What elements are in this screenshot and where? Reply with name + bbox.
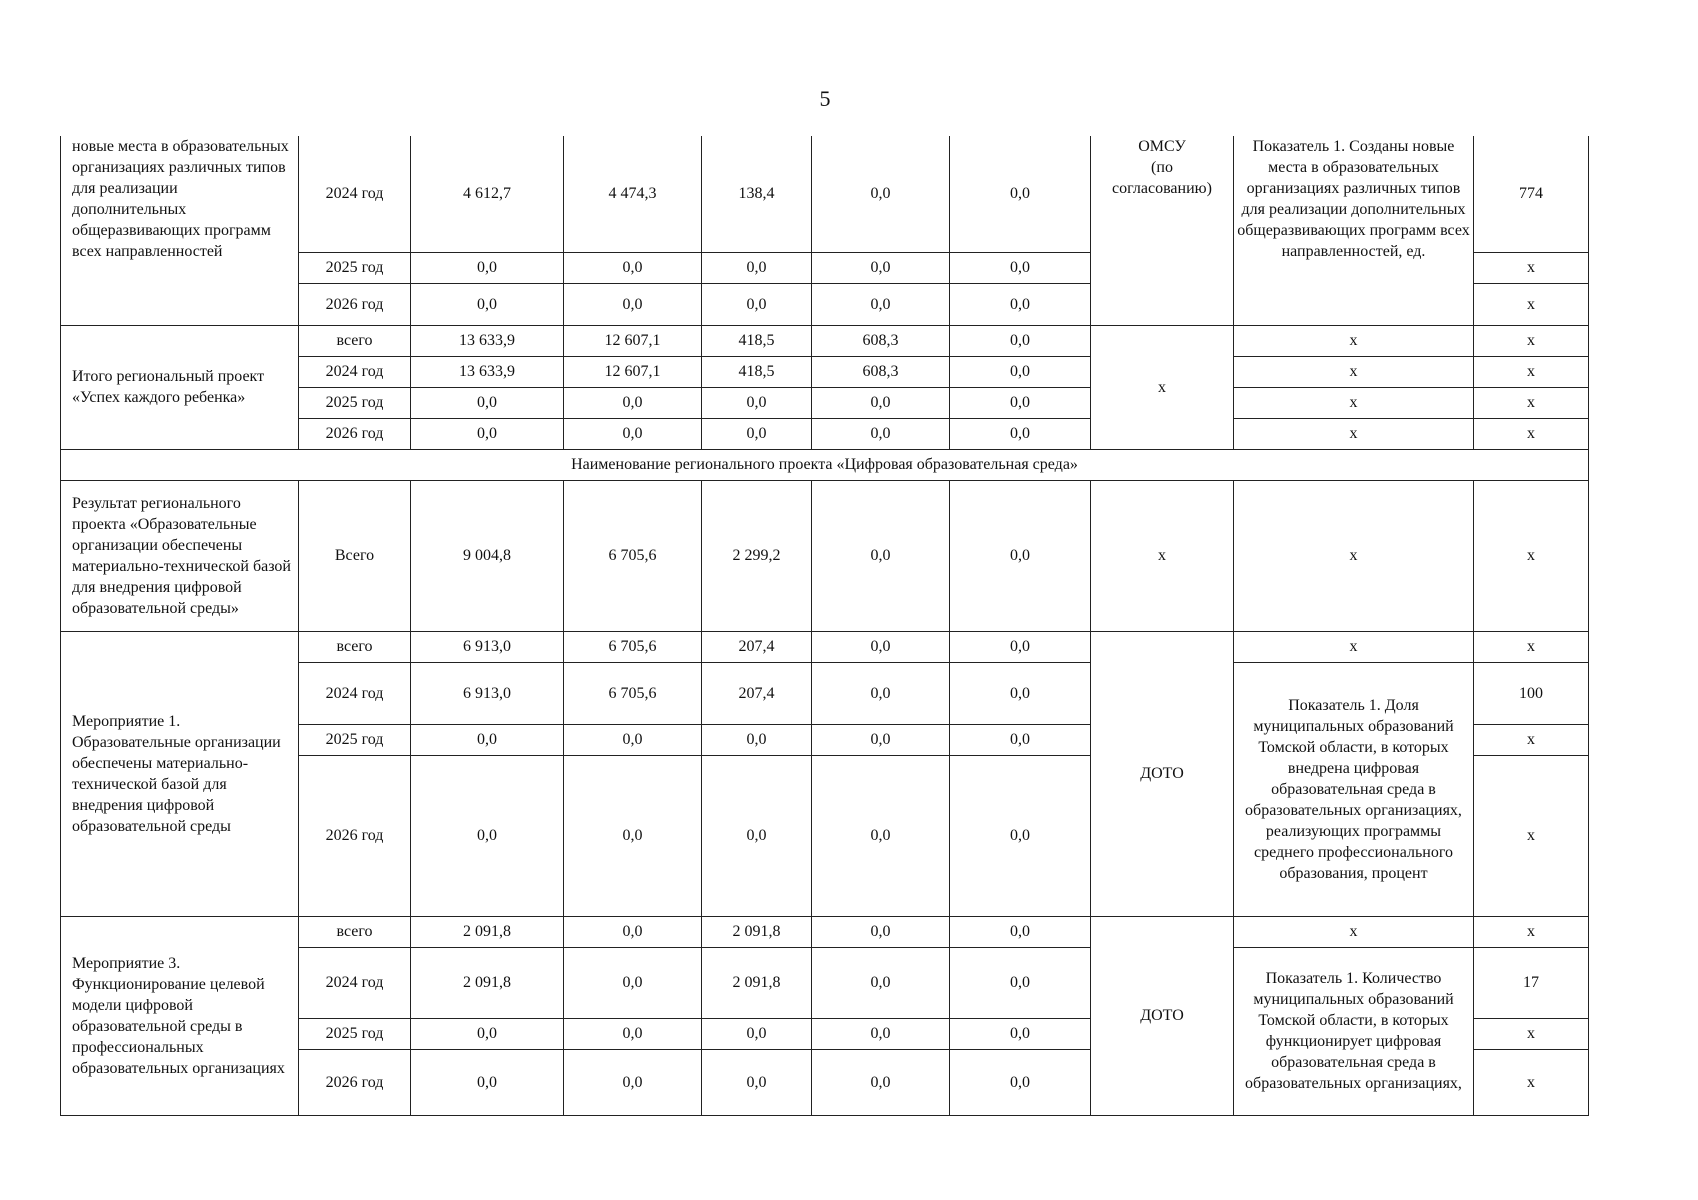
value-cell: 0,0 xyxy=(411,1049,564,1115)
indicator-cell: Показатель 1. Созданы новые места в образовательных организациях различных типов для реализации дополнительных общеразвивающих программ всех направленностей, ед. xyxy=(1234,136,1474,325)
value-cell: 0,0 xyxy=(950,947,1091,1018)
value-cell: 4 474,3 xyxy=(564,136,702,252)
value-cell: 0,0 xyxy=(812,418,950,449)
financing-table xyxy=(60,136,1589,1116)
year-cell: 2024 год xyxy=(299,662,411,724)
indicator-value-cell: x xyxy=(1474,356,1589,387)
item-name-cell: Мероприятие 3. Функционирование целевой модели цифровой образовательной среды в профессиональных образовательных организациях xyxy=(61,916,299,1115)
indicator-value-cell: 17 xyxy=(1474,947,1589,1018)
year-cell: 2024 год xyxy=(299,356,411,387)
indicator-cell: Показатель 1. Количество муниципальных образований Томской области, в которых функционирует цифровая образовательная среда в образовательных организациях, xyxy=(1234,947,1474,1115)
year-cell: Всего xyxy=(299,480,411,631)
indicator-value-cell: x xyxy=(1474,418,1589,449)
value-cell: 0,0 xyxy=(702,387,812,418)
item-name-cell: Мероприятие 1. Образовательные организации обеспечены материально-технической базой для внедрения цифровой образовательной среды xyxy=(61,631,299,916)
value-cell: 0,0 xyxy=(812,480,950,631)
value-cell: 0,0 xyxy=(950,631,1091,662)
year-cell: 2026 год xyxy=(299,418,411,449)
value-cell: 0,0 xyxy=(950,916,1091,947)
value-cell: 0,0 xyxy=(812,1018,950,1049)
value-cell: 6 705,6 xyxy=(564,662,702,724)
indicator-value-cell: x xyxy=(1474,252,1589,283)
value-cell: 0,0 xyxy=(950,356,1091,387)
value-cell: 0,0 xyxy=(812,947,950,1018)
value-cell: 0,0 xyxy=(564,283,702,325)
value-cell: 0,0 xyxy=(950,1049,1091,1115)
value-cell: 0,0 xyxy=(411,252,564,283)
value-cell: 207,4 xyxy=(702,662,812,724)
indicator-cell: x xyxy=(1234,418,1474,449)
indicator-cell: Показатель 1. Доля муниципальных образований Томской области, в которых внедрена цифровая образовательная среда в образовательных организациях, реализующих программы среднего профессионального образования, процент xyxy=(1234,662,1474,916)
table-row xyxy=(61,480,1589,631)
item-name-cell: Результат регионального проекта «Образовательные организации обеспечены материально-технической базой для внедрения цифровой образовательной среды» xyxy=(61,480,299,631)
value-cell: 608,3 xyxy=(812,356,950,387)
value-cell: 2 299,2 xyxy=(702,480,812,631)
value-cell: 0,0 xyxy=(950,662,1091,724)
value-cell: 0,0 xyxy=(950,136,1091,252)
year-cell: всего xyxy=(299,325,411,356)
value-cell: 608,3 xyxy=(812,325,950,356)
year-cell: 2025 год xyxy=(299,1018,411,1049)
value-cell: 0,0 xyxy=(950,283,1091,325)
value-cell: 6 913,0 xyxy=(411,662,564,724)
year-cell: 2025 год xyxy=(299,724,411,755)
year-cell: 2026 год xyxy=(299,1049,411,1115)
value-cell: 0,0 xyxy=(812,387,950,418)
indicator-value-cell: 100 xyxy=(1474,662,1589,724)
page-number: 5 xyxy=(819,86,831,111)
value-cell: 2 091,8 xyxy=(702,916,812,947)
executor-cell: x xyxy=(1091,480,1234,631)
value-cell: 418,5 xyxy=(702,356,812,387)
indicator-cell: x xyxy=(1234,916,1474,947)
value-cell: 0,0 xyxy=(411,1018,564,1049)
value-cell: 0,0 xyxy=(702,418,812,449)
value-cell: 0,0 xyxy=(564,418,702,449)
value-cell: 0,0 xyxy=(950,252,1091,283)
executor-cell: x xyxy=(1091,325,1234,449)
indicator-value-cell: x xyxy=(1474,631,1589,662)
value-cell: 13 633,9 xyxy=(411,356,564,387)
value-cell: 12 607,1 xyxy=(564,325,702,356)
value-cell: 0,0 xyxy=(411,755,564,916)
value-cell: 0,0 xyxy=(812,1049,950,1115)
value-cell: 0,0 xyxy=(564,1049,702,1115)
value-cell: 138,4 xyxy=(702,136,812,252)
indicator-value-cell: x xyxy=(1474,387,1589,418)
value-cell: 6 913,0 xyxy=(411,631,564,662)
indicator-value-cell: x xyxy=(1474,1049,1589,1115)
value-cell: 0,0 xyxy=(702,1049,812,1115)
value-cell: 0,0 xyxy=(812,662,950,724)
indicator-value-cell: x xyxy=(1474,755,1589,916)
indicator-value-cell: x xyxy=(1474,1018,1589,1049)
value-cell: 0,0 xyxy=(812,252,950,283)
value-cell: 0,0 xyxy=(411,387,564,418)
value-cell: 0,0 xyxy=(812,916,950,947)
value-cell: 2 091,8 xyxy=(411,916,564,947)
executor-cell: ДОТО xyxy=(1091,916,1234,1115)
indicator-cell: x xyxy=(1234,356,1474,387)
value-cell: 0,0 xyxy=(812,724,950,755)
table-row xyxy=(61,449,1589,480)
table-row xyxy=(61,631,1589,662)
value-cell: 0,0 xyxy=(950,325,1091,356)
value-cell: 0,0 xyxy=(411,283,564,325)
value-cell: 2 091,8 xyxy=(702,947,812,1018)
indicator-cell: x xyxy=(1234,631,1474,662)
value-cell: 0,0 xyxy=(702,252,812,283)
value-cell: 0,0 xyxy=(812,283,950,325)
value-cell: 0,0 xyxy=(702,283,812,325)
item-name-cell: новые места в образовательных организациях различных типов для реализации дополнительных общеразвивающих программ всех направленностей xyxy=(61,136,299,325)
value-cell: 9 004,8 xyxy=(411,480,564,631)
indicator-value-cell: x xyxy=(1474,916,1589,947)
value-cell: 0,0 xyxy=(950,724,1091,755)
year-cell: 2025 год xyxy=(299,252,411,283)
value-cell: 0,0 xyxy=(411,724,564,755)
table-row xyxy=(61,916,1589,947)
value-cell: 6 705,6 xyxy=(564,631,702,662)
value-cell: 0,0 xyxy=(950,387,1091,418)
value-cell: 0,0 xyxy=(564,755,702,916)
value-cell: 12 607,1 xyxy=(564,356,702,387)
value-cell: 0,0 xyxy=(812,631,950,662)
value-cell: 0,0 xyxy=(950,418,1091,449)
executor-cell: ДОТО xyxy=(1091,631,1234,916)
value-cell: 2 091,8 xyxy=(411,947,564,1018)
value-cell: 4 612,7 xyxy=(411,136,564,252)
indicator-value-cell: x xyxy=(1474,283,1589,325)
year-cell: всего xyxy=(299,916,411,947)
indicator-cell: x xyxy=(1234,480,1474,631)
value-cell: 0,0 xyxy=(702,755,812,916)
value-cell: 0,0 xyxy=(564,916,702,947)
value-cell: 207,4 xyxy=(702,631,812,662)
value-cell: 0,0 xyxy=(950,480,1091,631)
value-cell: 0,0 xyxy=(564,387,702,418)
year-cell: всего xyxy=(299,631,411,662)
year-cell: 2024 год xyxy=(299,136,411,252)
value-cell: 0,0 xyxy=(812,755,950,916)
value-cell: 0,0 xyxy=(564,947,702,1018)
indicator-cell: x xyxy=(1234,387,1474,418)
table-row xyxy=(61,325,1589,356)
year-cell: 2025 год xyxy=(299,387,411,418)
year-cell: 2026 год xyxy=(299,755,411,916)
executor-cell: ОМСУ (по согласованию) xyxy=(1091,136,1234,325)
indicator-cell: x xyxy=(1234,325,1474,356)
value-cell: 0,0 xyxy=(564,252,702,283)
year-cell: 2026 год xyxy=(299,283,411,325)
value-cell: 0,0 xyxy=(564,724,702,755)
value-cell: 418,5 xyxy=(702,325,812,356)
year-cell: 2024 год xyxy=(299,947,411,1018)
value-cell: 0,0 xyxy=(564,1018,702,1049)
value-cell: 13 633,9 xyxy=(411,325,564,356)
value-cell: 0,0 xyxy=(702,1018,812,1049)
value-cell: 0,0 xyxy=(950,755,1091,916)
value-cell: 0,0 xyxy=(812,136,950,252)
indicator-value-cell: x xyxy=(1474,480,1589,631)
indicator-value-cell: 774 xyxy=(1474,136,1589,252)
value-cell: 0,0 xyxy=(950,1018,1091,1049)
indicator-value-cell: x xyxy=(1474,724,1589,755)
section-header: Наименование регионального проекта «Цифровая образовательная среда» xyxy=(61,449,1589,480)
value-cell: 0,0 xyxy=(702,724,812,755)
value-cell: 0,0 xyxy=(411,418,564,449)
table-row xyxy=(61,136,1589,252)
item-name-cell: Итого региональный проект «Успех каждого ребенка» xyxy=(61,325,299,449)
value-cell: 6 705,6 xyxy=(564,480,702,631)
indicator-value-cell: x xyxy=(1474,325,1589,356)
